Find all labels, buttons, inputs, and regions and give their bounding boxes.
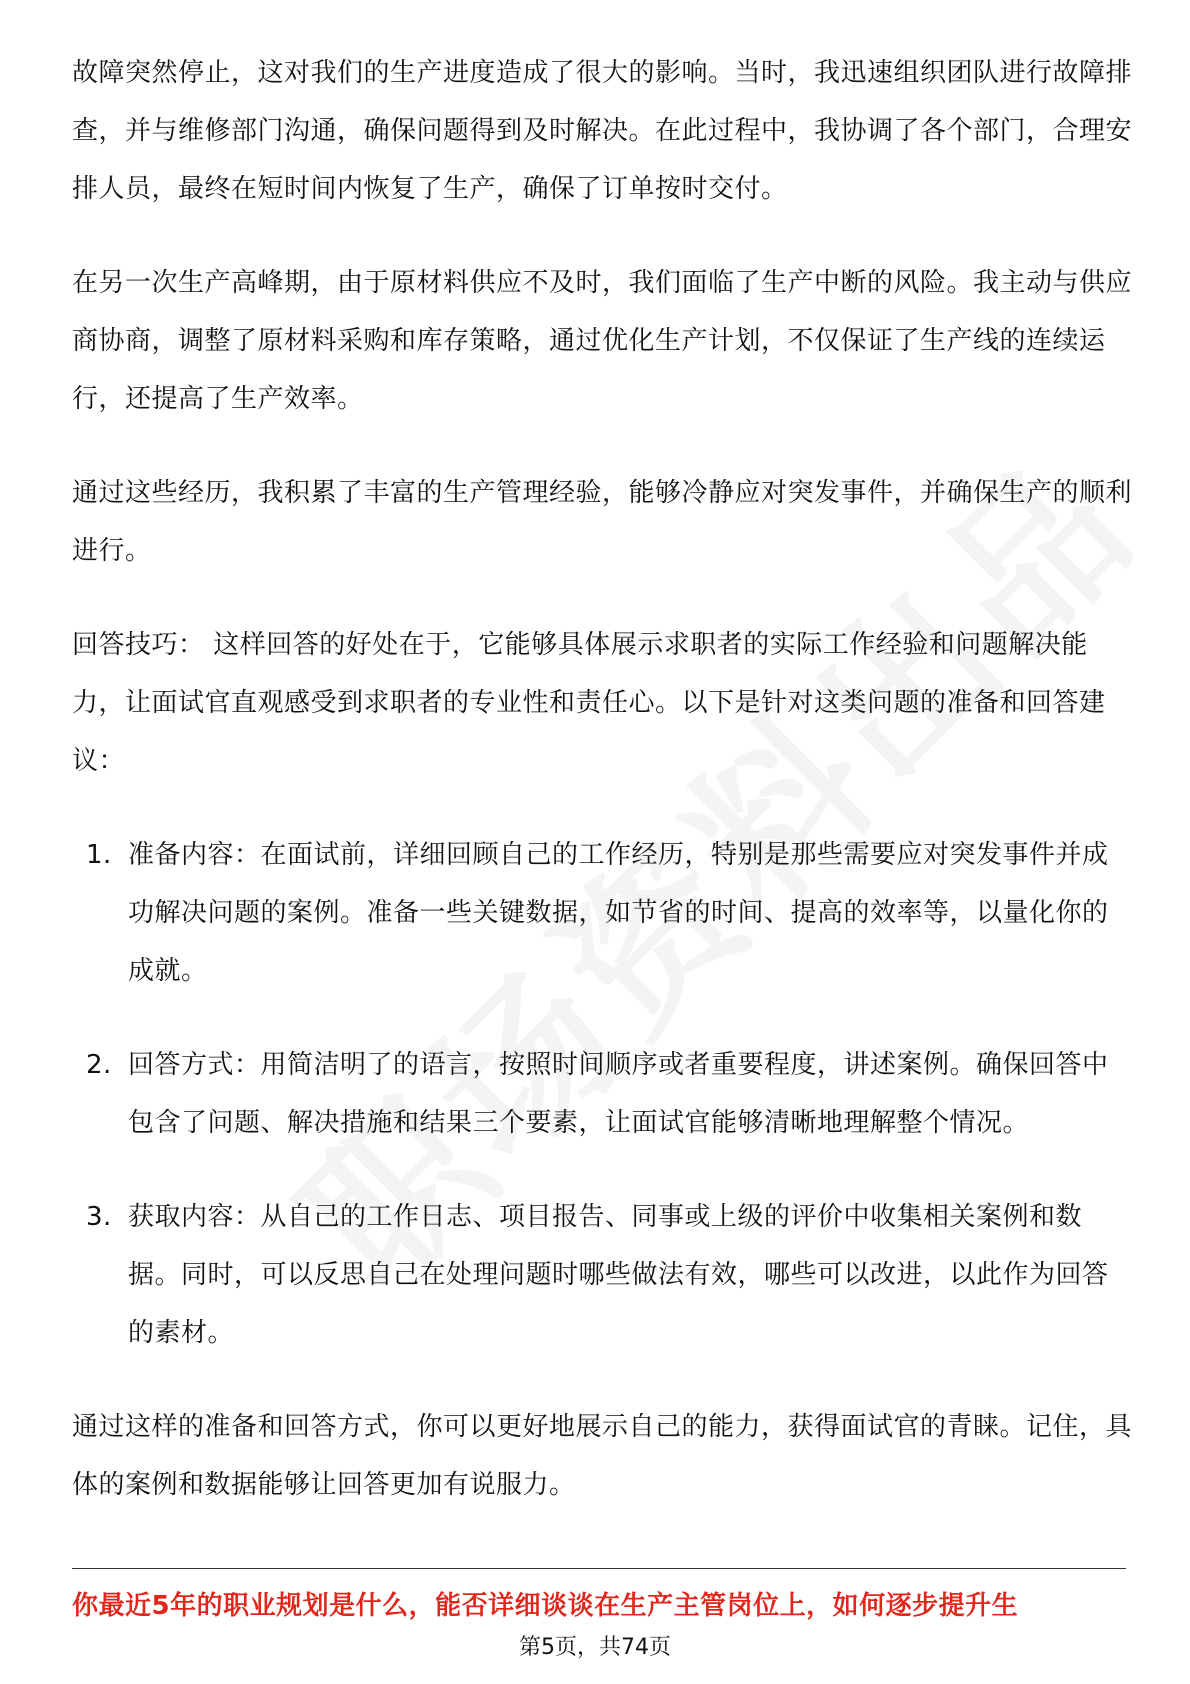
list-item [72, 826, 1132, 1000]
next-question-teaser: 你最近5年的职业规划是什么，能否详细谈谈在生产主管岗位上，如何逐步提升生 [72, 1591, 1019, 1621]
list-item-text: 准备内容：在面试前，详细回顾自己的工作经历，特别是那些需要应对突发事件并成功解决问题的案例。准备一些关键数据，如节省的时间、提高的效率等，以量化你的成就。 [128, 840, 1109, 986]
list-item-number: 3. [86, 1202, 112, 1232]
paragraph-answer-tips: 回答技巧： 这样回答的好处在于，它能够具体展示求职者的实际工作经验和问题解决能力，让面试官直观感受到求职者的专业性和责任心。以下是针对这类问题的准备和回答建议： [72, 630, 1106, 776]
list-item-text: 获取内容：从自己的工作日志、项目报告、同事或上级的评价中收集相关案例和数据。同时，可以反思自己在处理问题时哪些做法有效，哪些可以改进，以此作为回答的素材。 [128, 1202, 1109, 1348]
list-item-number: 2. [86, 1050, 112, 1080]
list-item [72, 1188, 1132, 1362]
list-item-number: 1. [86, 840, 112, 870]
document-body [72, 44, 1132, 1550]
paragraph-summary: 通过这些经历，我积累了丰富的生产管理经验，能够冷静应对突发事件，并确保生产的顺利进行。 [72, 478, 1133, 566]
page-number: 第5页，共74页 [519, 1635, 671, 1660]
paragraph-peak-period: 在另一次生产高峰期，由于原材料供应不及时，我们面临了生产中断的风险。我主动与供应商协商，调整了原材料采购和库存策略，通过优化生产计划，不仅保证了生产线的连续运行，还提高了生产效率。 [72, 268, 1133, 414]
advice-list [72, 826, 1132, 1362]
list-item-text: 回答方式：用简洁明了的语言，按照时间顺序或者重要程度，讲述案例。确保回答中包含了问题、解决措施和结果三个要素，让面试官能够清晰地理解整个情况。 [128, 1050, 1109, 1138]
list-item [72, 1036, 1132, 1152]
footer-divider [72, 1568, 1126, 1569]
paragraph-closing: 通过这样的准备和回答方式，你可以更好地展示自己的能力，获得面试官的青睐。记住，具体的案例和数据能够让回答更加有说服力。 [72, 1412, 1133, 1500]
paragraph-incident: 故障突然停止，这对我们的生产进度造成了很大的影响。当时，我迅速组织团队进行故障排查，并与维修部门沟通，确保问题得到及时解决。在此过程中，我协调了各个部门，合理安排人员，最终在短时间内恢复了生产，确保了订单按时交付。 [72, 58, 1133, 204]
